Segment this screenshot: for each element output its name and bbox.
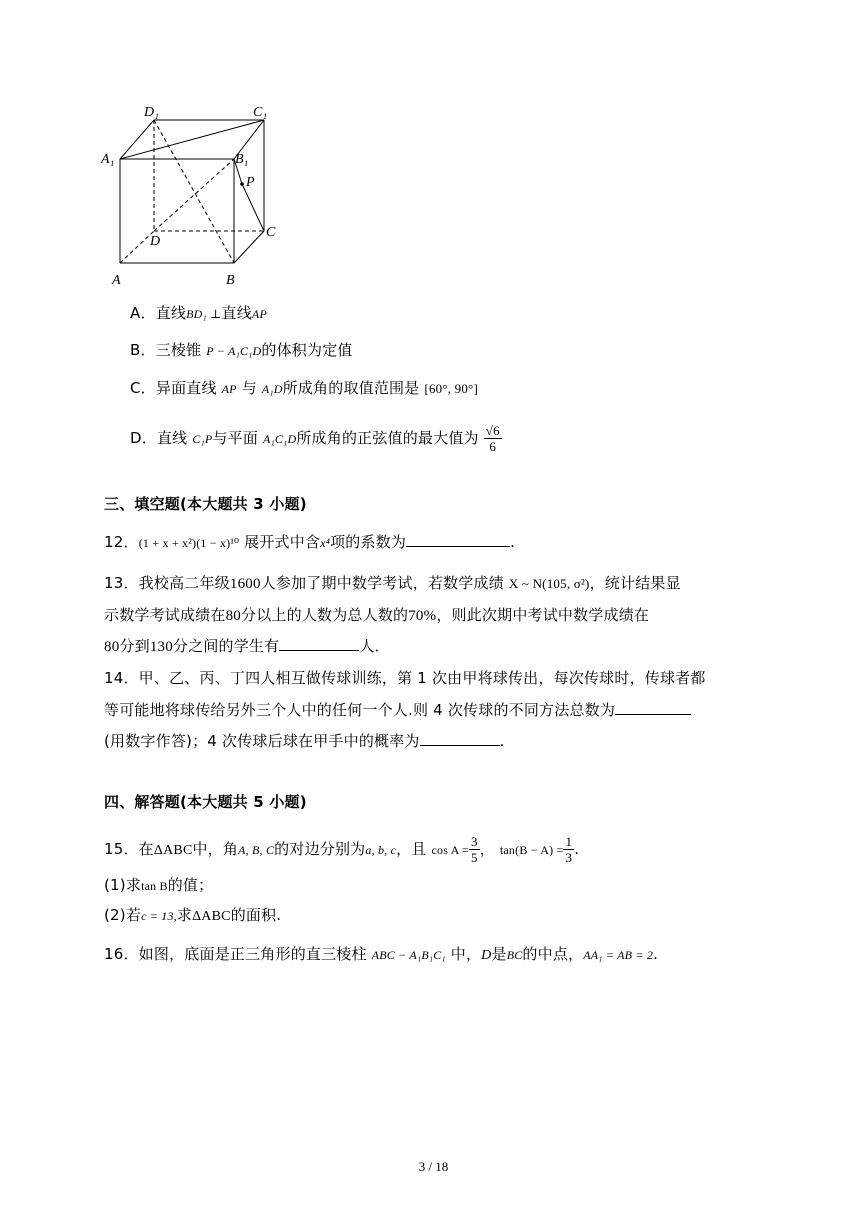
question-12: [104, 532, 515, 553]
q16-end: .: [653, 945, 659, 963]
option-a: [130, 303, 267, 324]
question-15-part-1: [104, 875, 213, 896]
q16-text-2: 中，: [450, 945, 482, 963]
option-c-math-2: A₁D: [261, 382, 283, 396]
q15-sides: a, b, c: [365, 843, 397, 857]
q15-p1-text-2: 的值；: [167, 876, 214, 894]
q14-answer-blank-2[interactable]: [420, 731, 500, 746]
q15-p2-text-2: 求: [176, 906, 193, 924]
question-16: [104, 944, 658, 966]
option-b-prefix: B．三棱锥: [130, 341, 202, 359]
option-a-math-1: BD₁ ⊥: [186, 307, 222, 321]
option-c-math-1: AP: [221, 382, 237, 396]
q15-tan-lhs: tan(B − A) =: [499, 843, 564, 857]
q13-l1-num: 1600: [229, 576, 261, 592]
option-d-prefix: D．直线: [130, 429, 188, 447]
q12-expression: (1 + x + x²)(1 − x)¹⁰: [138, 536, 240, 550]
q16-math-2: D: [481, 948, 492, 963]
question-13-line-1: [104, 573, 681, 594]
option-c-mid-2: 所成角的取值范围是: [282, 379, 420, 397]
q15-tan-num: 1: [565, 834, 573, 849]
q13-l2-num-1: 80: [225, 608, 242, 624]
question-14-line-3: [104, 731, 505, 751]
q13-l3-text-1: 分到: [119, 637, 150, 655]
q12-text-1: 展开式中含: [244, 533, 321, 551]
page-number: 3 / 18: [418, 1159, 449, 1174]
option-a-math-2: AP: [251, 307, 267, 321]
q15-text-1: 15．在: [104, 840, 154, 858]
q15-p2-text-3: 的面积.: [230, 906, 282, 924]
q15-p2-text-1: (2)若: [104, 906, 142, 924]
option-d-frac-num: √6: [485, 423, 500, 438]
q16-math-4: AA₁ = AB = 2: [583, 948, 654, 962]
q14-l3-end: .: [499, 732, 505, 750]
q15-triangle: ΔABC: [153, 843, 193, 858]
label-B1: B₁: [235, 152, 249, 167]
question-15: [104, 829, 579, 869]
q12-text-2: 项的系数为: [330, 533, 407, 551]
option-d-math-1: C₁P: [192, 432, 213, 446]
q13-l1-math: X ~ N(105, σ²): [508, 576, 590, 591]
option-a-mid: 直线: [221, 304, 252, 322]
option-d-mid-1: 与平面: [212, 429, 259, 447]
q15-cos-den: 5: [471, 850, 478, 865]
q15-text-2: 中，角: [192, 840, 239, 858]
question-13-line-2: [104, 605, 649, 626]
q12-end: .: [510, 533, 516, 551]
option-b-math: P − A₁C₁D: [206, 344, 262, 358]
label-C1: C₁: [253, 105, 268, 120]
q12-number: 12．: [104, 533, 139, 551]
q15-cos-num: 3: [471, 834, 478, 849]
question-14-line-2: [104, 700, 691, 720]
section-3-heading: 三、填空题(本大题共 3 小题): [104, 495, 307, 513]
q12-answer-blank[interactable]: [406, 532, 510, 547]
label-B: B: [226, 273, 235, 288]
option-d-fraction: [484, 423, 502, 454]
q14-answer-blank-1[interactable]: [615, 700, 691, 715]
label-D1: D₁: [144, 105, 159, 120]
q12-math: x⁴: [320, 536, 331, 550]
option-a-prefix: A．直线: [130, 304, 187, 322]
option-d: [130, 420, 502, 460]
q13-l3-text-2: 分之间的学生有: [172, 637, 280, 655]
option-d-mid-2: 所成角的正弦值的最大值为: [296, 429, 479, 447]
q16-text-4: 的中点，: [522, 945, 584, 963]
q13-l1-text-2: 人参加了期中数学考试，若数学成绩: [260, 574, 504, 592]
label-P: P: [246, 175, 255, 190]
question-14-line-1: 14．甲、乙、丙、丁四人相互做传球训练，第 1 次由甲将球传出，每次传球时，传球者都: [104, 669, 706, 687]
q15-cos-lhs: cos A =: [431, 843, 469, 857]
option-c-mid-1: 与: [241, 379, 257, 397]
q16-text-1: 16．如图，底面是正三角形的直三棱柱: [104, 945, 367, 963]
q16-text-3: 是: [491, 945, 507, 963]
q15-angles: A, B, C: [238, 843, 275, 857]
q15-end: .: [574, 840, 580, 858]
q15-p1-text-1: (1)求: [104, 876, 142, 894]
q15-tan-fraction: [563, 834, 574, 865]
q13-l2-num-2: 70%: [408, 608, 437, 624]
q16-math-1: ABC − A₁B₁C₁: [371, 948, 446, 962]
q15-text-4: ，且: [396, 840, 427, 858]
label-A1: A₁: [101, 152, 115, 167]
option-d-frac-den: 6: [489, 439, 497, 454]
q14-l3-text: (用数字作答)；4 次传球后球在甲手中的概率为: [104, 732, 420, 750]
q13-l1-text-3: ，统计结果显: [589, 574, 681, 592]
option-c-prefix: C．异面直线: [130, 379, 217, 397]
section-4-heading: 四、解答题(本大题共 5 小题): [104, 793, 307, 811]
q13-l3-text-3: 人．: [359, 637, 390, 655]
question-15-part-2: [104, 905, 281, 927]
q13-l3-num-2: 130: [149, 639, 173, 655]
q13-answer-blank[interactable]: [279, 636, 359, 651]
q13-l1-text-1: 13．我校高二年级: [104, 574, 230, 592]
q15-cos-fraction: [469, 834, 480, 865]
option-b: [130, 340, 353, 361]
q13-l2-text-3: ，则此次期中考试中数学成绩在: [436, 606, 650, 624]
option-d-math-2: A₁C₁D: [263, 432, 297, 446]
q15-comma: ，: [479, 840, 495, 858]
option-b-suffix: 的体积为定值: [261, 341, 353, 359]
label-D: D: [150, 234, 161, 249]
option-c: [130, 378, 478, 399]
q16-math-3: BC: [506, 948, 523, 962]
cube-figure: [98, 96, 288, 292]
q15-p2-triangle: ΔABC: [192, 909, 231, 924]
q15-tan-den: 3: [565, 850, 573, 865]
q15-p2-math: c = 13,: [141, 909, 177, 923]
q13-l3-num-1: 80: [104, 639, 120, 655]
q13-l2-text-2: 分以上的人数为总人数的: [241, 606, 409, 624]
question-13-line-3: [104, 636, 390, 657]
q15-text-3: 的对边分别为: [274, 840, 366, 858]
q14-l2-text: 等可能地将球传给另外三个人中的任何一个人.则 4 次传球的不同方法总数为: [104, 701, 616, 719]
q13-l2-text-1: 示数学考试成绩在: [104, 606, 226, 624]
label-C: C: [266, 225, 276, 240]
q15-p1-math: tan B: [141, 879, 168, 893]
option-c-math-3: [60°, 90°]: [424, 381, 478, 396]
label-A: A: [112, 273, 121, 288]
